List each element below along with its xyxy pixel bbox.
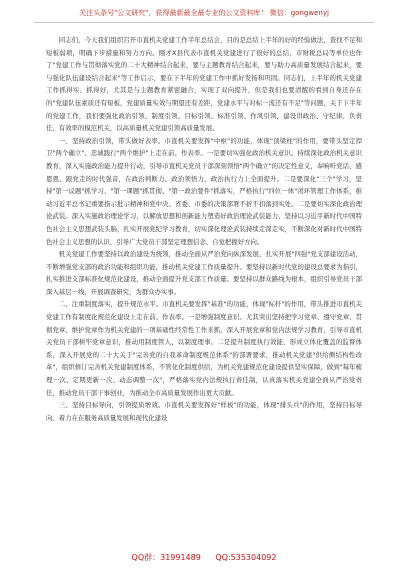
paragraph-section-3: 三、坚持目标导向，引领提质增效。市直机关要发挥好"样板"的功能，体现"排头兵"的作用，坚持目标导向、着力在在服务高质量发展和现代化建设	[46, 401, 362, 422]
header-divider	[34, 22, 374, 23]
paragraph-section-1: 一、坚持政治引领，带头做好表率。市直机关要发挥"中枢"的功能，体现"顶梁柱"的作用，要带头坚定捍卫"两个确立"、忠诚践行"两个维护"上走在前、作表率。一是要切实强化政治机关意识。持续深化政治机关意识教育，深入实施政治能力提升行动，引导市直机关党员干部深刻领悟"两个确立"的决定性意义，奉响听党话、感恩恩、跟党走的时代强音，在政治判断力、政治领悟力、政治执行力上全面提升。二是要深化"三个"学习，坚持"第一议题"抓学习、"第一课题"抓贯彻、"第一政治要件"抓落实，严格执行"四位一体"闭环管理工作体系，推动习近平总书记重要指示批示精神和党中央、省委、市委的决策部署不折不扣落到实处。二是要切实深化政治理论武装。深入实施政治理论学习，以解放思想和创新能力塑造好政治理论武装能力，坚持以习近平新时代中国特色社会主义思想武装头脑，扎实开展党纪学习教育，切实深化理论武装持续走深走实，不断深化对新时代中国特色社会主义思想的认识，引导广大党员干部坚定理想信念、自觉把握好方向。	[46, 136, 362, 246]
footer-contact	[0, 552, 408, 564]
footer-qq-group: QQ群：31991489	[131, 553, 201, 562]
footer-qq: QQ:535304092	[215, 553, 277, 562]
paragraph-section-2: 二、注重制度落实，提升规范水平。市直机关要发挥"基准"的功能，体现"标杆"的作用，带头推进市直机关党建工作有制度化规范化建设上走在前、作表率。一是增强制度意识。尤其突出坚持把学习党章、遵守党章、贯彻党章、维护党章作为机关党建的一项基础性经常性工作来抓，深入开展党章和党内法规学习教育，引导市直机关党员干部树牢党章意识，推动用制度管人、以制度理事。二是提升制度执行效能，形成立体化覆盖的监督体系，深入开展党的二十大关于"完善党的自我革命制度规范体系"的部署要求，推动机关党建"供给侧结构性改革"，组织修订完善机关党建制度体系，不管化化制度供给，为机关党建规范化建设提供坚实保障，做到"每年梳理一次、定期更新一次、动态调整一次"，严格落实党内法规执行责任制，认真落实机关党建全面从严治党责任，推动党员干部干事创业，为推动全市高质量发展作出更大贡献。	[46, 300, 362, 397]
paragraph-intro: 同志们，今天我们组织召开市直机关党建工作半年总结会，目的是总结上半年的好的经验做法，查找不足和短板弱项，明确下步措施和努力方向。刚才X县代表市直机关党建进行了很好的总结，市财税总局等单位也作了"党建工作与贯彻落实党的二十大精神结合起来，要与主题教育结合起来，要与助力高质量发展结合起来，要与强化队伍建设结合起来"等工作启示，要在下半年的党建工作中抓好发扬和巩固。同志们，上半年的机关党建工作抓得实、抓得好，尤其是与主题教育紧密融合，实现了双向提升，但是我们也要清醒的看到自身还存在的"党建队伍素质还有短板，党建质量实效与期望还有差距，党建水平与对标一流还有不足"等问题，关于下半年的党建工作，我们要强化政治引领、制度引领、目标引领、标准引领、作风引领，建设讲政治、守纪律、负责任、有效率的模范机关，以高质量机关党建引领高质量发展。	[46, 36, 362, 133]
header-banner	[34, 8, 374, 18]
header-banner-text: 关注头条号"公文研究"，获得最新最全最专业的公文资料库！ 微信：gongwenyj	[79, 9, 329, 17]
document-body	[46, 34, 362, 424]
paragraph-section-1-cont: 机关党建工作要坚持以政治建设为统领，推动全面从严治党向纵深发展，扎实开展"四强"党支部建设活动，不断增强党支部的政治功能和组织功能，推动机关党建工作质量提升。要坚持以新时代党的建设总要求为指引，扎实推进支部标准化规范化建设，推动全面提升党支部工作质量。要坚持以群众路线为根本，组织引导党员干部深入基层一线，开展调查研究，为群众办实事。	[46, 250, 362, 296]
